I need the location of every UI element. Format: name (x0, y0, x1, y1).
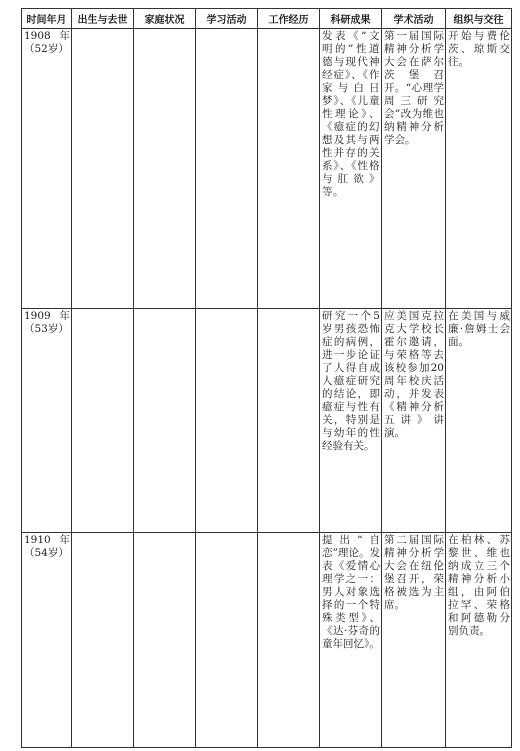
study-text (196, 29, 257, 30)
cell-time (22, 533, 72, 748)
work-text (258, 309, 319, 310)
cell-research (320, 29, 382, 309)
birth-death-text (72, 29, 133, 30)
research-text: 发表《“文明的”性道德与现代神经症》、《作家与白日梦》、《儿童性理论》、《癔症的幻想及其与两性并存的关系》、《性格与肛欲》等。 (322, 30, 380, 198)
cell-study (196, 533, 258, 748)
academic-text: 应美国克拉克大学校长霍尔邀请，与荣格等去该校参加20周年校庆活动，并发表《精神分析五讲》讲演。 (384, 310, 444, 439)
header-study: 学习活动 (196, 9, 258, 29)
cell-work (258, 533, 320, 748)
table-row (22, 309, 512, 533)
table-row (22, 29, 512, 309)
research-text: 提出“自恋”理论。发表《爱情心理学之一：男人对象选择的一个特殊类型》、《达·芬奇的童年回忆》。 (322, 534, 380, 650)
academic-text: 第一届国际精神分析学大会在萨尔茨堡召开。“心理学周三研究会”改为维也纳精神分析学会。 (384, 30, 444, 146)
header-academic: 学术活动 (382, 9, 446, 29)
cell-birth-death (72, 29, 134, 309)
header-birth-death: 出生与去世 (72, 9, 134, 29)
chronology-table (21, 8, 512, 748)
research-text: 研究一个5岁男孩恐怖症的病例，进一步论证了人得自成人癔症研究的结论，即癔症与性有关，特别是与幼年的性经验有关。 (322, 310, 380, 452)
birth-death-text (72, 533, 133, 534)
header-time: 时间年月 (22, 9, 72, 29)
cell-study (196, 29, 258, 309)
cell-family (134, 533, 196, 748)
cell-birth-death (72, 309, 134, 533)
header-organization: 组织与交往 (446, 9, 512, 29)
time-text: 1908年（52岁） (24, 30, 70, 55)
cell-research (320, 533, 382, 748)
cell-work (258, 29, 320, 309)
academic-text: 第二届国际精神分析学大会在纽伦堡召开，荣格被选为主席。 (384, 534, 444, 611)
table-row (22, 533, 512, 748)
cell-organization (446, 533, 512, 748)
cell-study (196, 309, 258, 533)
birth-death-text (72, 309, 133, 310)
organization-text: 在美国与威廉·詹姆士会面。 (448, 310, 510, 348)
study-text (196, 309, 257, 310)
work-text (258, 29, 319, 30)
family-text (134, 309, 195, 310)
work-text (258, 533, 319, 534)
time-text: 1910年（54岁） (24, 534, 70, 559)
cell-work (258, 309, 320, 533)
header-family: 家庭状况 (134, 9, 196, 29)
organization-text: 在柏林、苏黎世、维也纳成立三个精神分析小组，由阿伯拉罕、荣格和阿德勒分别负责。 (448, 534, 510, 637)
header-row (22, 9, 512, 29)
header-work: 工作经历 (258, 9, 320, 29)
family-text (134, 533, 195, 534)
time-text: 1909年（53岁） (24, 310, 70, 335)
cell-academic (382, 309, 446, 533)
organization-text: 开始与费伦茨、琼斯交往。 (448, 30, 510, 68)
cell-family (134, 309, 196, 533)
cell-academic (382, 533, 446, 748)
cell-birth-death (72, 533, 134, 748)
cell-time (22, 309, 72, 533)
header-research: 科研成果 (320, 9, 382, 29)
cell-organization (446, 29, 512, 309)
cell-family (134, 29, 196, 309)
cell-time (22, 29, 72, 309)
cell-academic (382, 29, 446, 309)
cell-research (320, 309, 382, 533)
family-text (134, 29, 195, 30)
cell-organization (446, 309, 512, 533)
study-text (196, 533, 257, 534)
